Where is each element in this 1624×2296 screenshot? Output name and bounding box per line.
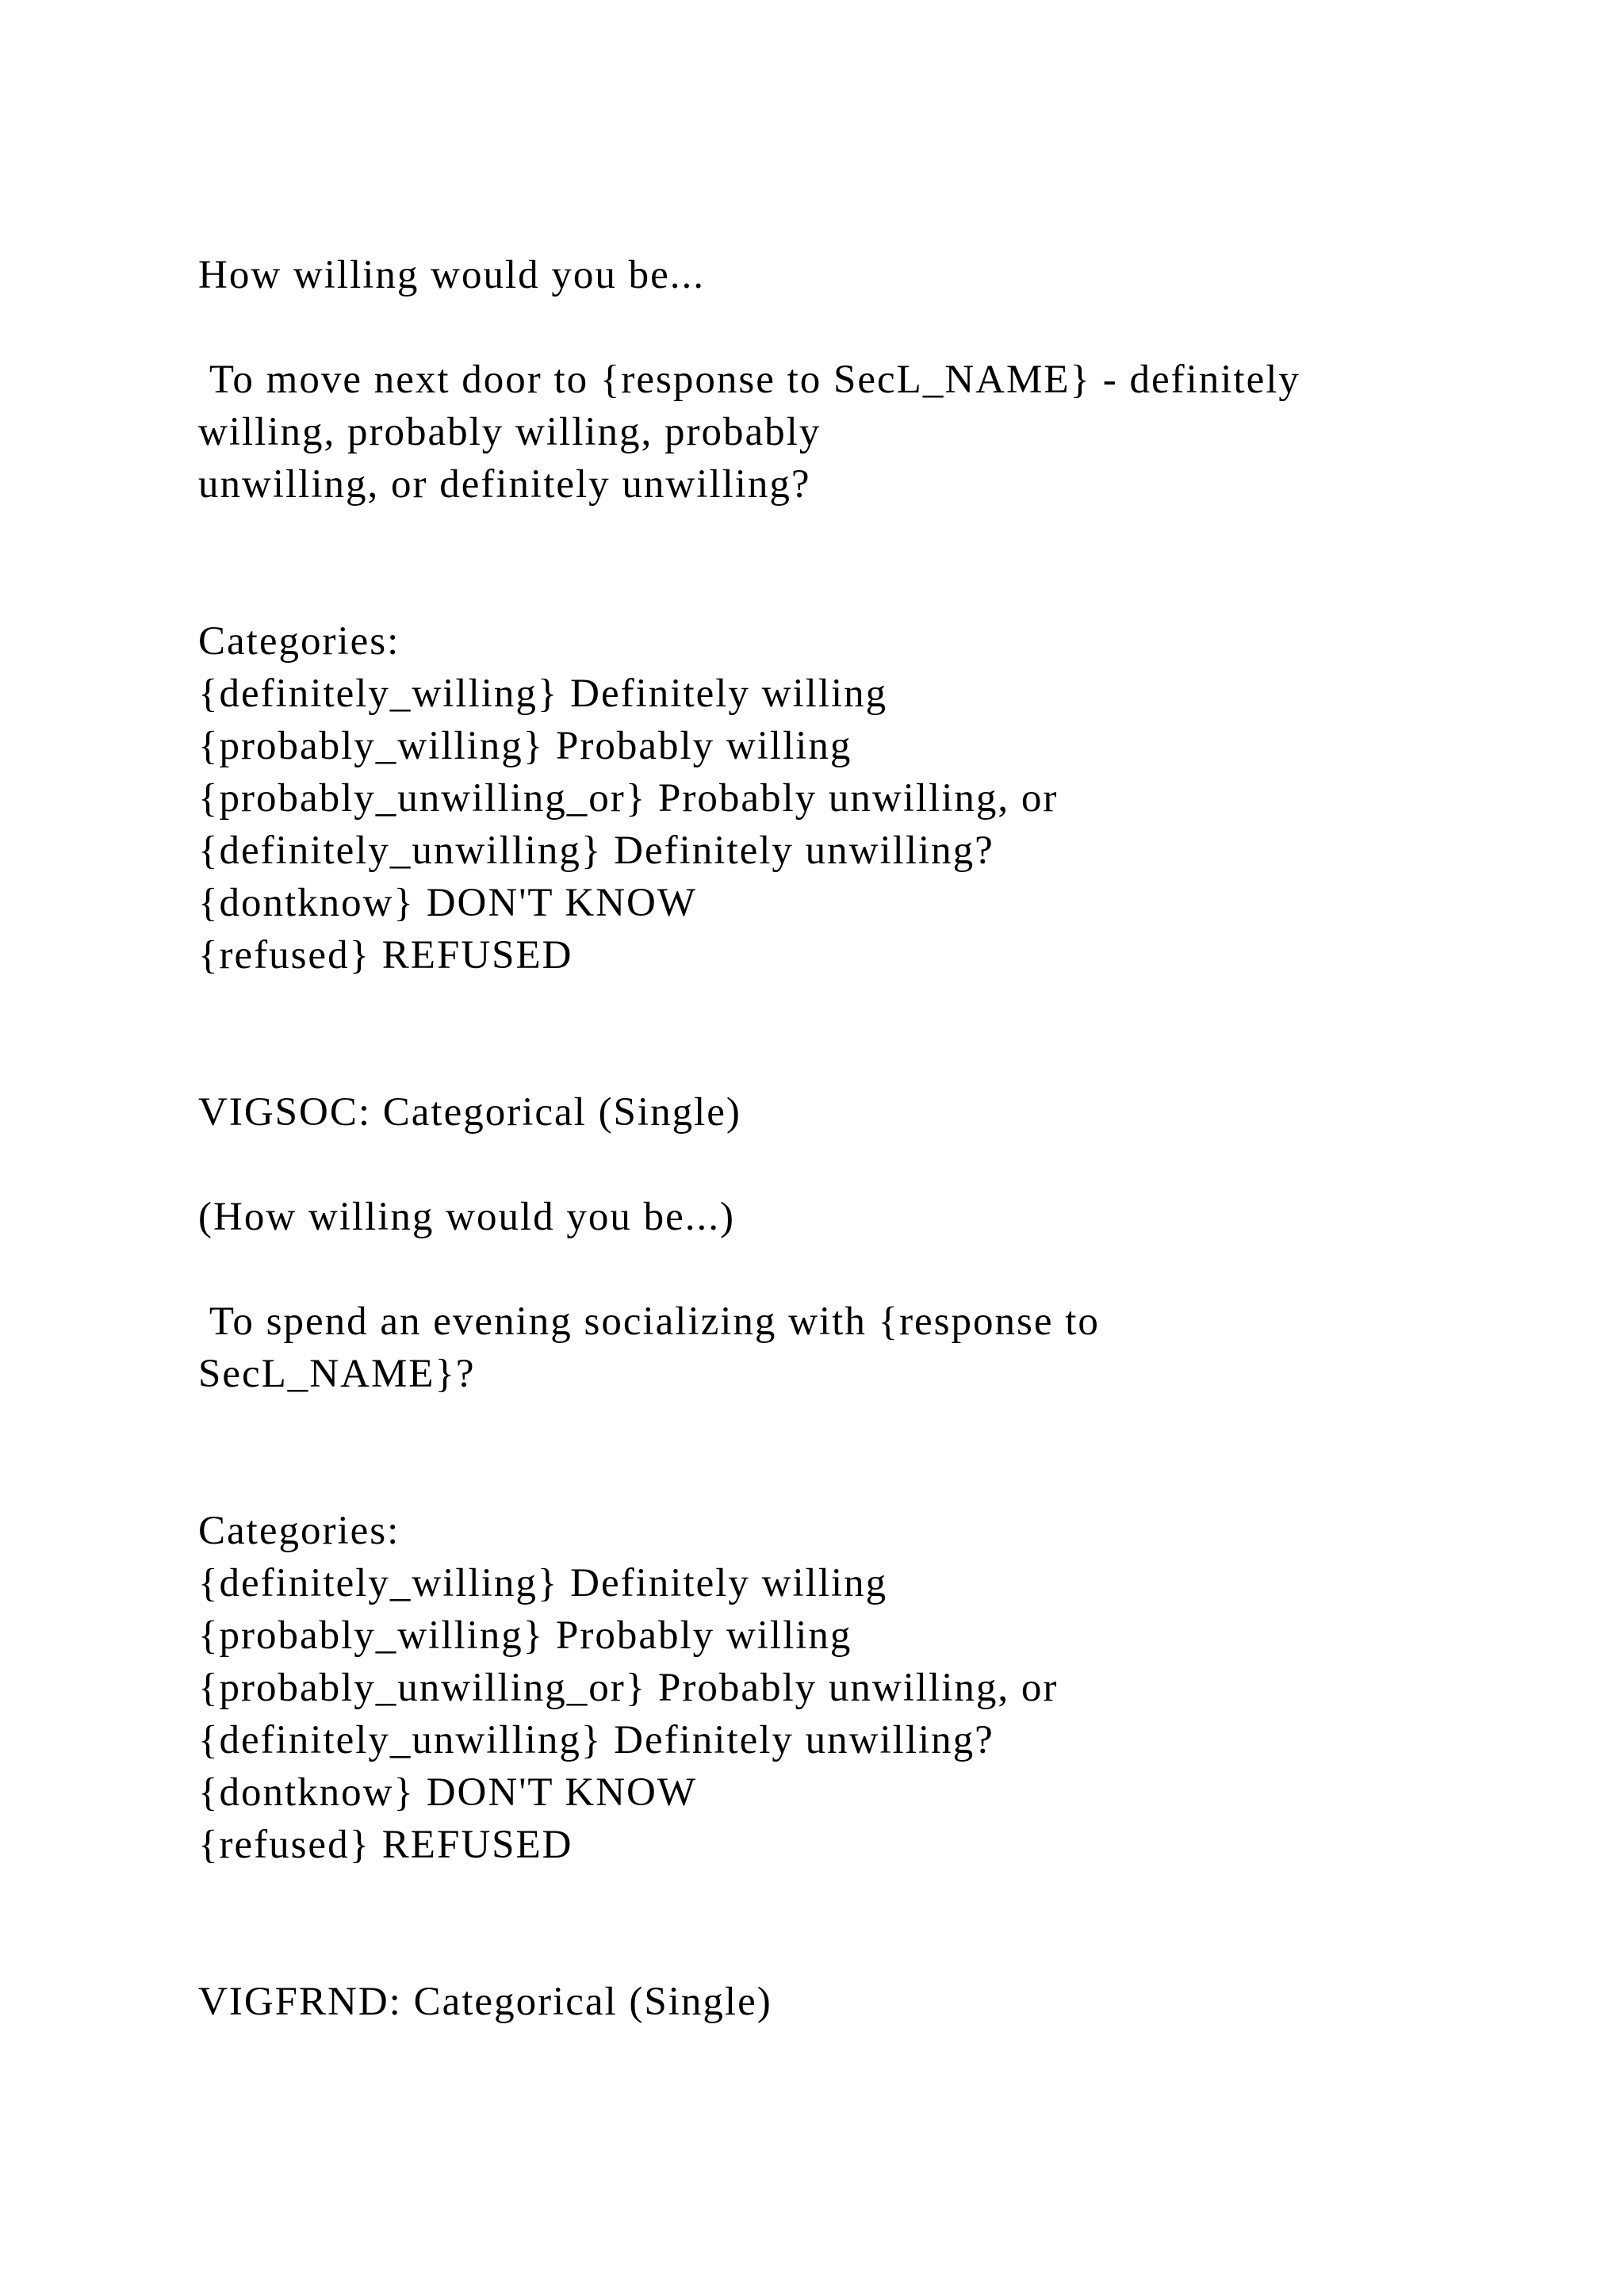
variable-label: VIGSOC: Categorical (Single) [198, 1090, 741, 1135]
question-text-line-2: SecL_NAME}? [198, 1352, 476, 1396]
question-text-line-1: To spend an evening socializing with {response to [198, 1299, 1100, 1344]
category-item: {probably_unwilling_or} Probably unwilling, or [198, 776, 1059, 821]
variable-label: VIGFRND: Categorical (Single) [198, 1980, 772, 2024]
category-item: {probably_willing} Probably willing [198, 724, 852, 768]
categories-heading: Categories: [198, 619, 400, 664]
question-text-line-2: willing, probably willing, probably [198, 410, 822, 454]
question-text-line-3: unwilling, or definitely unwilling? [198, 462, 811, 507]
category-item: {probably_unwilling_or} Probably unwilling, or [198, 1666, 1059, 1710]
category-item: {refused} REFUSED [198, 933, 573, 978]
category-item: {definitely_willing} Definitely willing [198, 672, 888, 716]
category-item: {dontknow} DON'T KNOW [198, 1770, 697, 1815]
question-text-line-1: To move next door to {response to SecL_NAME} - definitely [198, 358, 1300, 402]
category-item: {probably_willing} Probably willing [198, 1613, 852, 1658]
question-intro: How willing would you be... [198, 253, 706, 297]
category-item: {refused} REFUSED [198, 1823, 573, 1867]
category-item: {definitely_unwilling} Definitely unwilling? [198, 1718, 994, 1762]
categories-heading: Categories: [198, 1509, 400, 1553]
category-item: {definitely_unwilling} Definitely unwilling? [198, 828, 994, 873]
category-item: {definitely_willing} Definitely willing [198, 1561, 888, 1605]
category-item: {dontknow} DON'T KNOW [198, 881, 697, 925]
question-intro: (How willing would you be...) [198, 1195, 736, 1239]
